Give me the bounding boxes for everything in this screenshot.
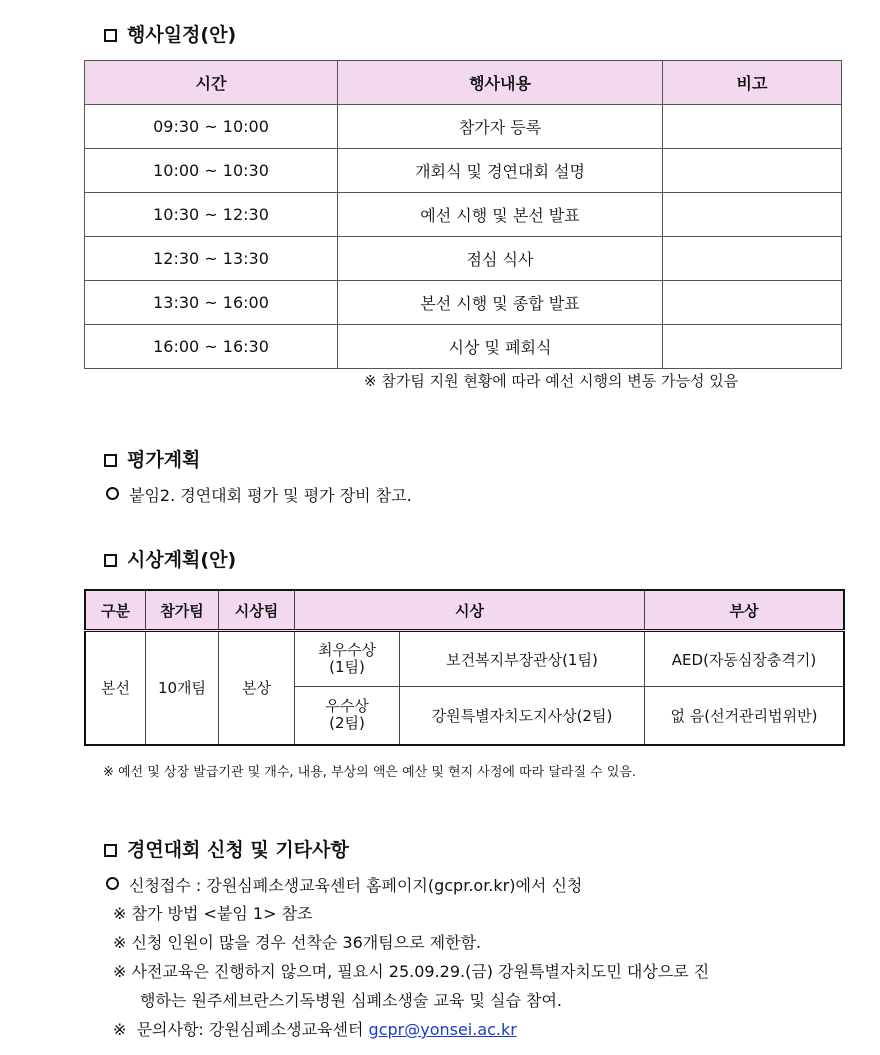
note-cell (663, 281, 842, 325)
content-cell: 점심 식사 (338, 237, 663, 281)
application-main: 신청접수 : 강원심폐소생교육센터 홈페이지(gcpr.or.kr)에서 신청 (106, 873, 582, 896)
teams-cell: 10개팀 (146, 631, 219, 745)
content-cell: 시상 및 폐회식 (338, 325, 663, 369)
time-cell: 09:30 ~ 10:00 (85, 105, 338, 149)
content-cell: 예선 시행 및 본선 발표 (338, 193, 663, 237)
col-award-teams-header: 시상팀 (219, 590, 295, 631)
contact-email-link[interactable]: gcpr@yonsei.ac.kr (368, 1020, 517, 1039)
application-note-2: ※ 신청 인원이 많을 경우 선착순 36개팀으로 제한함. (113, 933, 482, 952)
evaluation-item: 붙임2. 경연대회 평가 및 평가 장비 참고. (106, 483, 412, 506)
table-row (85, 325, 842, 369)
application-contact: ※ 문의사항: 강원심폐소생교육센터 gcpr@yonsei.ac.kr (113, 1020, 517, 1039)
circle-bullet-icon (106, 487, 119, 500)
award-teams-cell: 본상 (219, 631, 295, 745)
category-cell: 본선 (85, 631, 146, 745)
checkbox-square-icon (104, 29, 117, 42)
time-cell: 16:00 ~ 16:30 (85, 325, 338, 369)
prize-cell: AED(자동심장충격기) (645, 631, 845, 687)
note-cell (663, 237, 842, 281)
application-heading: 경연대회 신청 및 기타사항 (104, 835, 349, 862)
col-award-header: 시상 (295, 590, 645, 631)
content-cell: 개회식 및 경연대회 설명 (338, 149, 663, 193)
table-row (85, 149, 842, 193)
award-cell: 보건복지부장관상(1팀) (400, 631, 645, 687)
col-note-header: 비고 (663, 61, 842, 105)
table-row (85, 281, 842, 325)
note-cell (663, 149, 842, 193)
prize-cell: 없 음(선거관리법위반) (645, 687, 845, 745)
schedule-header-row (85, 61, 842, 105)
award-cell: 강원특별자치도지사상(2팀) (400, 687, 645, 745)
checkbox-square-icon (104, 554, 117, 567)
checkbox-square-icon (104, 454, 117, 467)
note-cell (663, 105, 842, 149)
rank-cell: 우수상 (2팀) (295, 687, 400, 745)
schedule-table (84, 60, 842, 369)
table-row (85, 105, 842, 149)
time-cell: 10:30 ~ 12:30 (85, 193, 338, 237)
awards-table (84, 589, 845, 746)
col-content-header: 행사내용 (338, 61, 663, 105)
time-cell: 13:30 ~ 16:00 (85, 281, 338, 325)
awards-footnote: ※ 예선 및 상장 발급기관 및 개수, 내용, 부상의 액은 예산 및 현지 사정에 따라 달라질 수 있음. (103, 765, 637, 780)
content-cell: 본선 시행 및 종합 발표 (338, 281, 663, 325)
table-row (85, 193, 842, 237)
schedule-footnote: ※ 참가팀 지원 현황에 따라 예선 시행의 변동 가능성 있음 (364, 372, 739, 390)
time-cell: 10:00 ~ 10:30 (85, 149, 338, 193)
application-note-3-continued: 행하는 원주세브란스기독병원 심폐소생술 교육 및 실습 참여. (140, 991, 563, 1010)
content-cell: 참가자 등록 (338, 105, 663, 149)
table-row (85, 631, 844, 687)
col-prize-header: 부상 (645, 590, 845, 631)
application-note-3: ※ 사전교육은 진행하지 않으며, 필요시 25.09.29.(금) 강원특별자치도민 대상으로 진 (113, 962, 710, 981)
col-category-header: 구분 (85, 590, 146, 631)
col-teams-header: 참가팀 (146, 590, 219, 631)
application-note-1: ※ 참가 방법 <붙임 1> 참조 (113, 904, 313, 923)
awards-heading: 시상계획(안) (104, 545, 236, 572)
schedule-heading: 행사일정(안) (104, 20, 236, 47)
note-cell (663, 193, 842, 237)
evaluation-heading: 평가계획 (104, 445, 200, 472)
awards-header-row (85, 590, 844, 631)
checkbox-square-icon (104, 844, 117, 857)
table-row (85, 237, 842, 281)
circle-bullet-icon (106, 877, 119, 890)
time-cell: 12:30 ~ 13:30 (85, 237, 338, 281)
rank-cell: 최우수상 (1팀) (295, 631, 400, 687)
note-cell (663, 325, 842, 369)
col-time-header: 시간 (85, 61, 338, 105)
